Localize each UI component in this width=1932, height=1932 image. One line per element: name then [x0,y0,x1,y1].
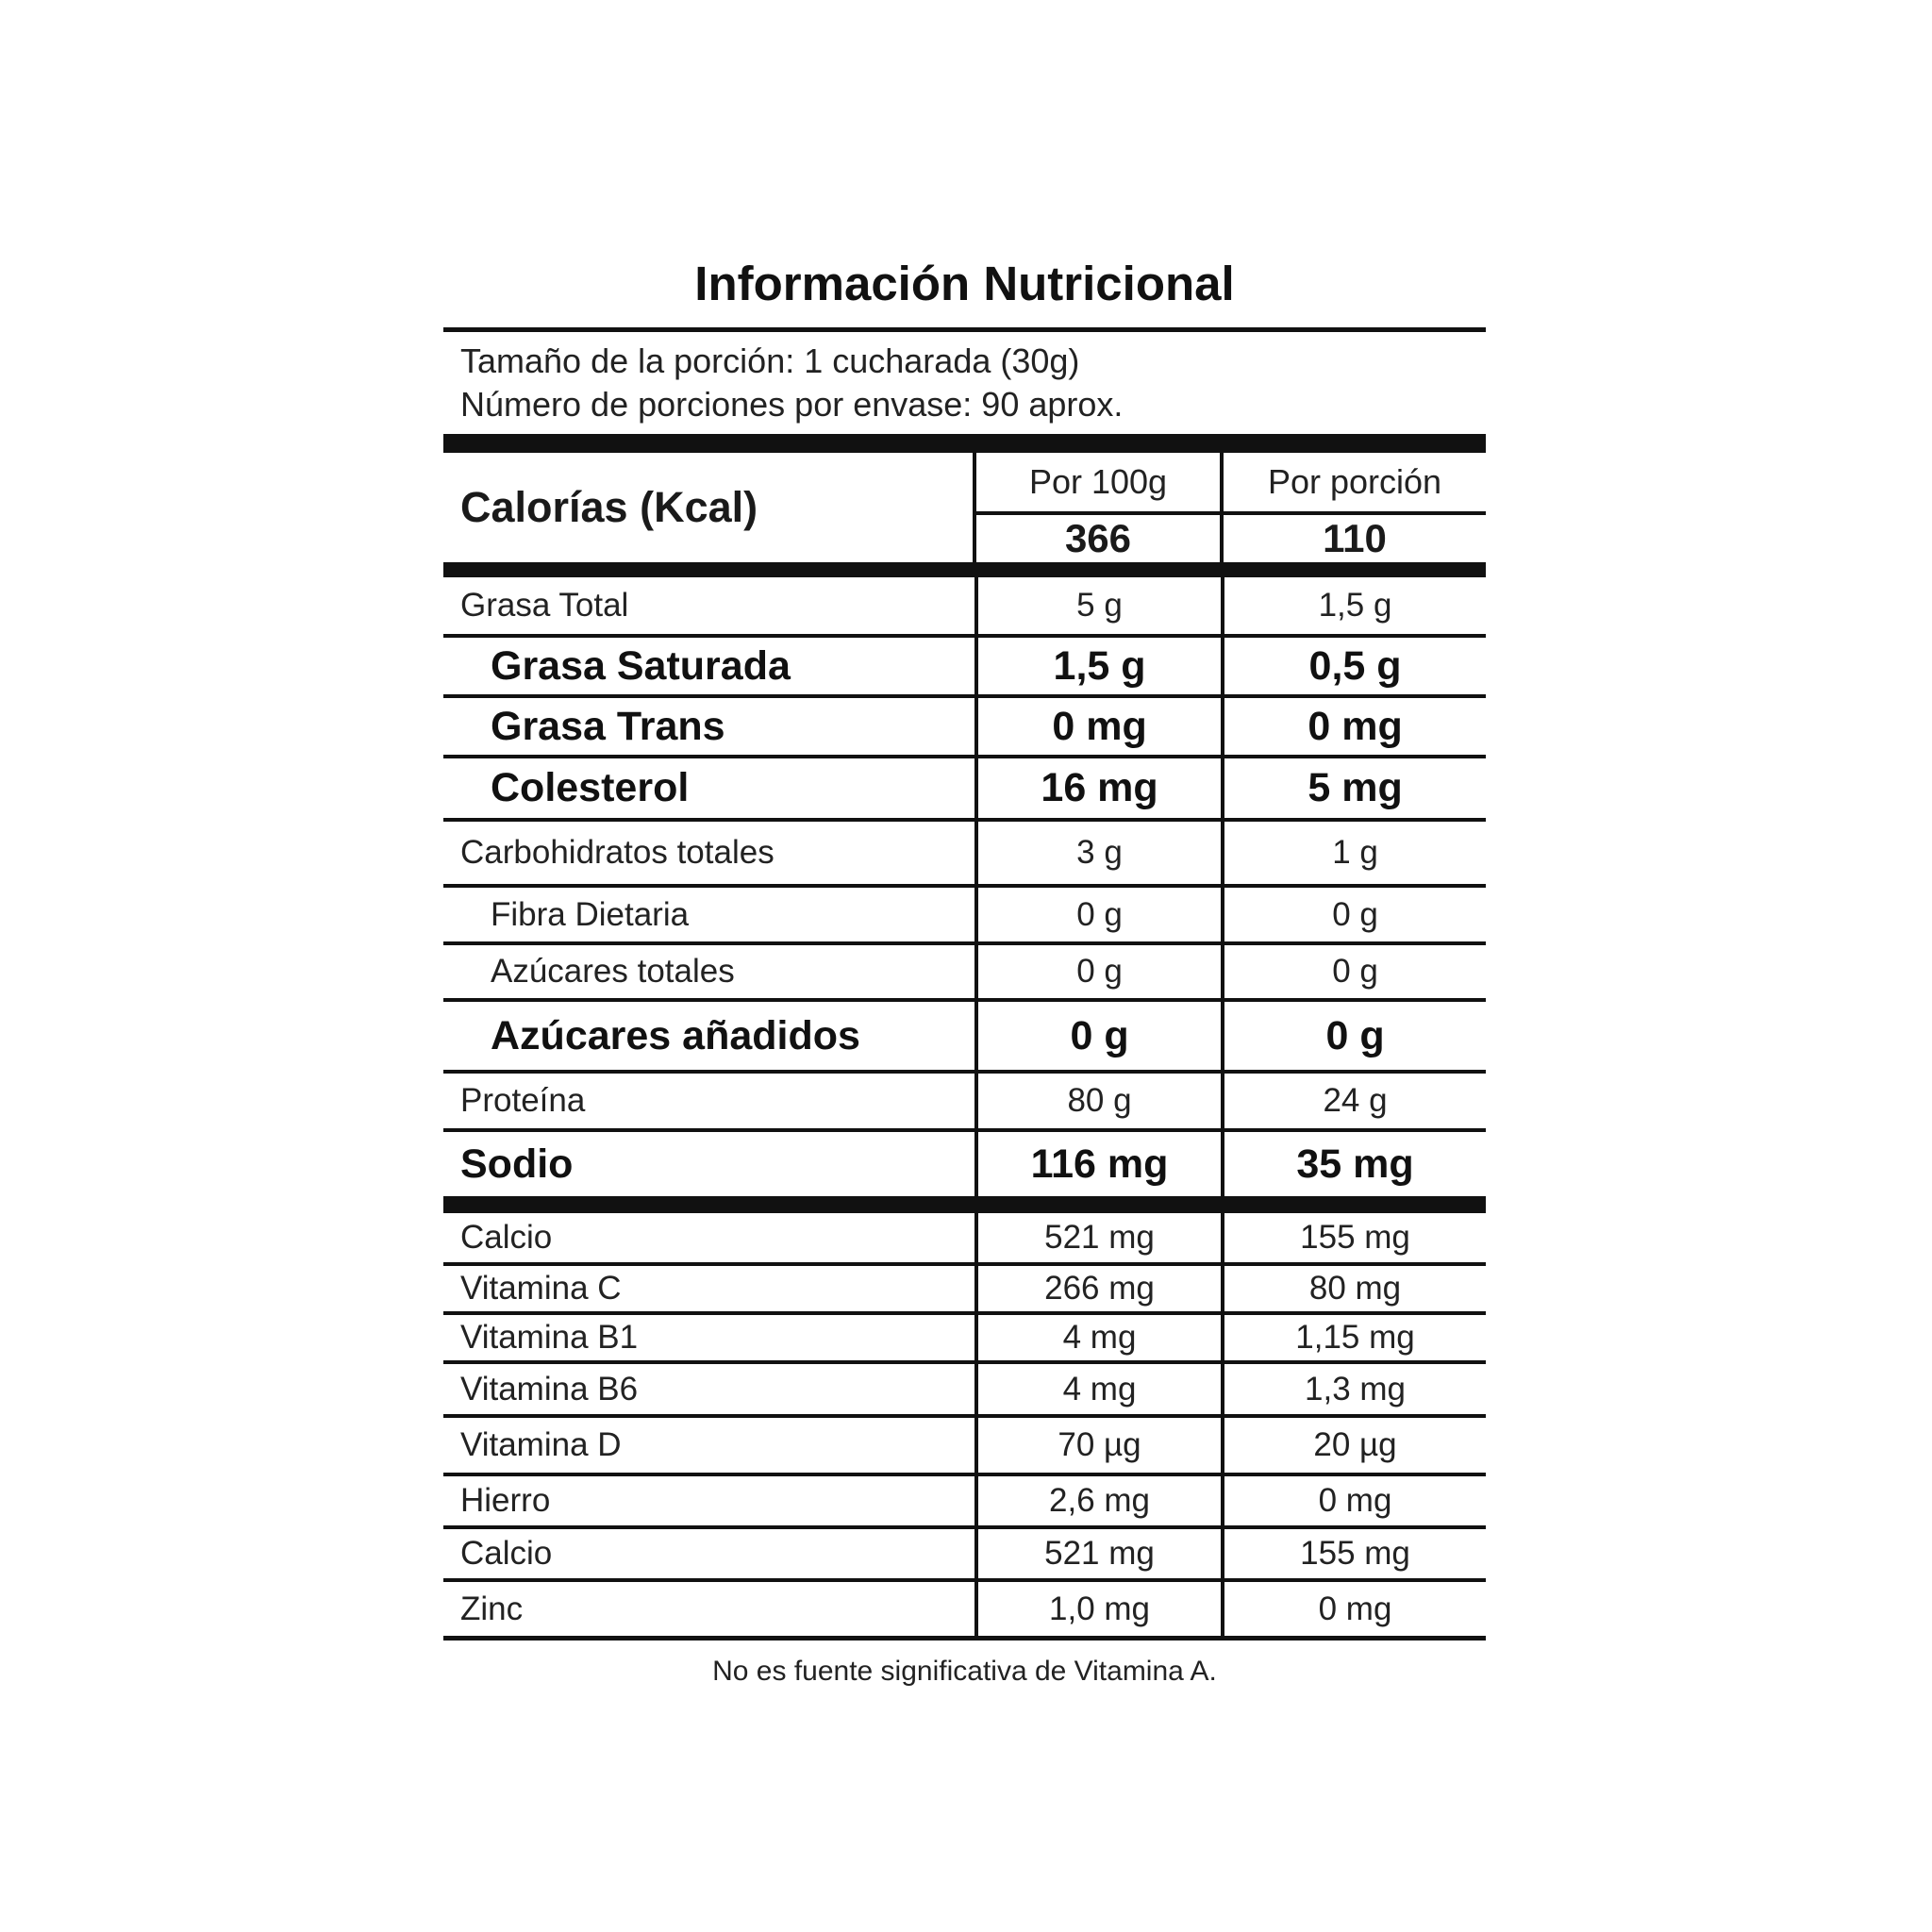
nutrient-row [443,1002,1486,1074]
servings-per-container: Número de porciones por envase: 90 aprox. [460,385,1124,424]
value-per-100g: 2,6 mg [974,1476,1221,1525]
nutrient-row [443,1582,1486,1641]
nutrient-row [443,638,1486,698]
value-per-serving: 155 mg [1221,1529,1486,1578]
nutrient-row [443,1364,1486,1418]
value-per-100g: 16 mg [974,758,1221,818]
calories-row [443,453,1486,562]
nutrient-name: Proteína [460,1082,586,1119]
value-per-serving: 0 g [1221,888,1486,941]
value-per-100g: 4 mg [974,1315,1221,1360]
value-per-serving: 0,5 g [1221,638,1486,694]
nutrient-name: Grasa Saturada [491,642,791,689]
nutrient-name: Sodio [460,1141,574,1187]
nutrient-name: Colesterol [491,765,690,810]
calories-per-serving: 110 [1323,516,1387,560]
value-per-serving: 1,15 mg [1221,1315,1486,1360]
value-per-serving: 0 g [1221,945,1486,998]
value-per-serving: 155 mg [1221,1213,1486,1262]
value-per-serving: 0 mg [1221,698,1486,755]
per-serving-header: Por porción [1224,453,1486,515]
serving-size: Tamaño de la porción: 1 cucharada (30g) [460,341,1080,380]
value-per-serving: 0 mg [1221,1582,1486,1636]
nutrient-row [443,1213,1486,1266]
nutrient-row [443,577,1486,638]
value-per-100g: 521 mg [974,1213,1221,1262]
nutrient-name: Grasa Total [460,587,629,624]
value-per-100g: 5 g [974,577,1221,634]
per-100g-header: Por 100g [976,453,1220,515]
nutrient-row [443,888,1486,945]
nutrient-name: Vitamina C [460,1270,622,1307]
thick-divider [443,1196,1486,1213]
per-serving-column [1220,453,1486,562]
nutrient-name: Grasa Trans [491,703,725,749]
nutrient-name: Zinc [460,1590,524,1627]
value-per-100g: 70 µg [974,1418,1221,1473]
value-per-100g: 3 g [974,822,1221,884]
value-per-100g: 1,0 mg [974,1582,1221,1636]
value-per-100g: 266 mg [974,1266,1221,1311]
value-per-100g: 80 g [974,1074,1221,1128]
footnote: No es fuente significativa de Vitamina A. [712,1656,1217,1687]
value-per-serving: 80 mg [1221,1266,1486,1311]
value-per-100g: 521 mg [974,1529,1221,1578]
nutrient-name: Calcio [460,1219,553,1256]
value-per-serving: 0 mg [1221,1476,1486,1525]
value-per-100g: 0 g [974,888,1221,941]
thick-divider [443,562,1486,577]
nutrient-name: Hierro [460,1482,551,1519]
value-per-100g: 116 mg [974,1132,1221,1196]
value-per-100g: 0 mg [974,698,1221,755]
value-per-serving: 1 g [1221,822,1486,884]
nutrient-row [443,1529,1486,1582]
nutrition-facts-label [443,241,1486,1688]
value-per-serving: 0 g [1221,1002,1486,1070]
value-per-100g: 0 g [974,1002,1221,1070]
nutrient-name: Azúcares añadidos [491,1012,860,1058]
nutrient-row [443,945,1486,1002]
per-100g-column [973,453,1220,562]
nutrient-name: Vitamina D [460,1426,622,1463]
nutrient-name: Fibra Dietaria [491,895,690,933]
nutrient-name: Carbohidratos totales [460,834,774,871]
value-per-100g: 0 g [974,945,1221,998]
thick-divider [443,434,1486,453]
nutrient-row [443,698,1486,758]
value-per-serving: 1,5 g [1221,577,1486,634]
value-per-serving: 35 mg [1221,1132,1486,1196]
nutrient-row [443,1074,1486,1132]
value-per-serving: 24 g [1221,1074,1486,1128]
nutrient-row [443,1418,1486,1476]
nutrient-row [443,1315,1486,1364]
value-per-100g: 1,5 g [974,638,1221,694]
nutrient-name: Vitamina B6 [460,1370,639,1407]
nutrient-row [443,822,1486,888]
nutrient-name: Calcio [460,1535,553,1572]
nutrient-row [443,1132,1486,1196]
nutrient-name: Azúcares totales [491,953,735,990]
calories-label: Calorías (Kcal) [460,483,758,531]
value-per-serving: 5 mg [1221,758,1486,818]
value-per-serving: 20 µg [1221,1418,1486,1473]
nutrient-row [443,1476,1486,1529]
label-title: Información Nutricional [694,257,1235,310]
nutrient-row [443,1266,1486,1315]
serving-info [443,327,1486,434]
nutrient-name: Vitamina B1 [460,1319,639,1356]
value-per-100g: 4 mg [974,1364,1221,1414]
calories-per-100g: 366 [1064,516,1132,560]
value-per-serving: 1,3 mg [1221,1364,1486,1414]
nutrient-row [443,758,1486,822]
